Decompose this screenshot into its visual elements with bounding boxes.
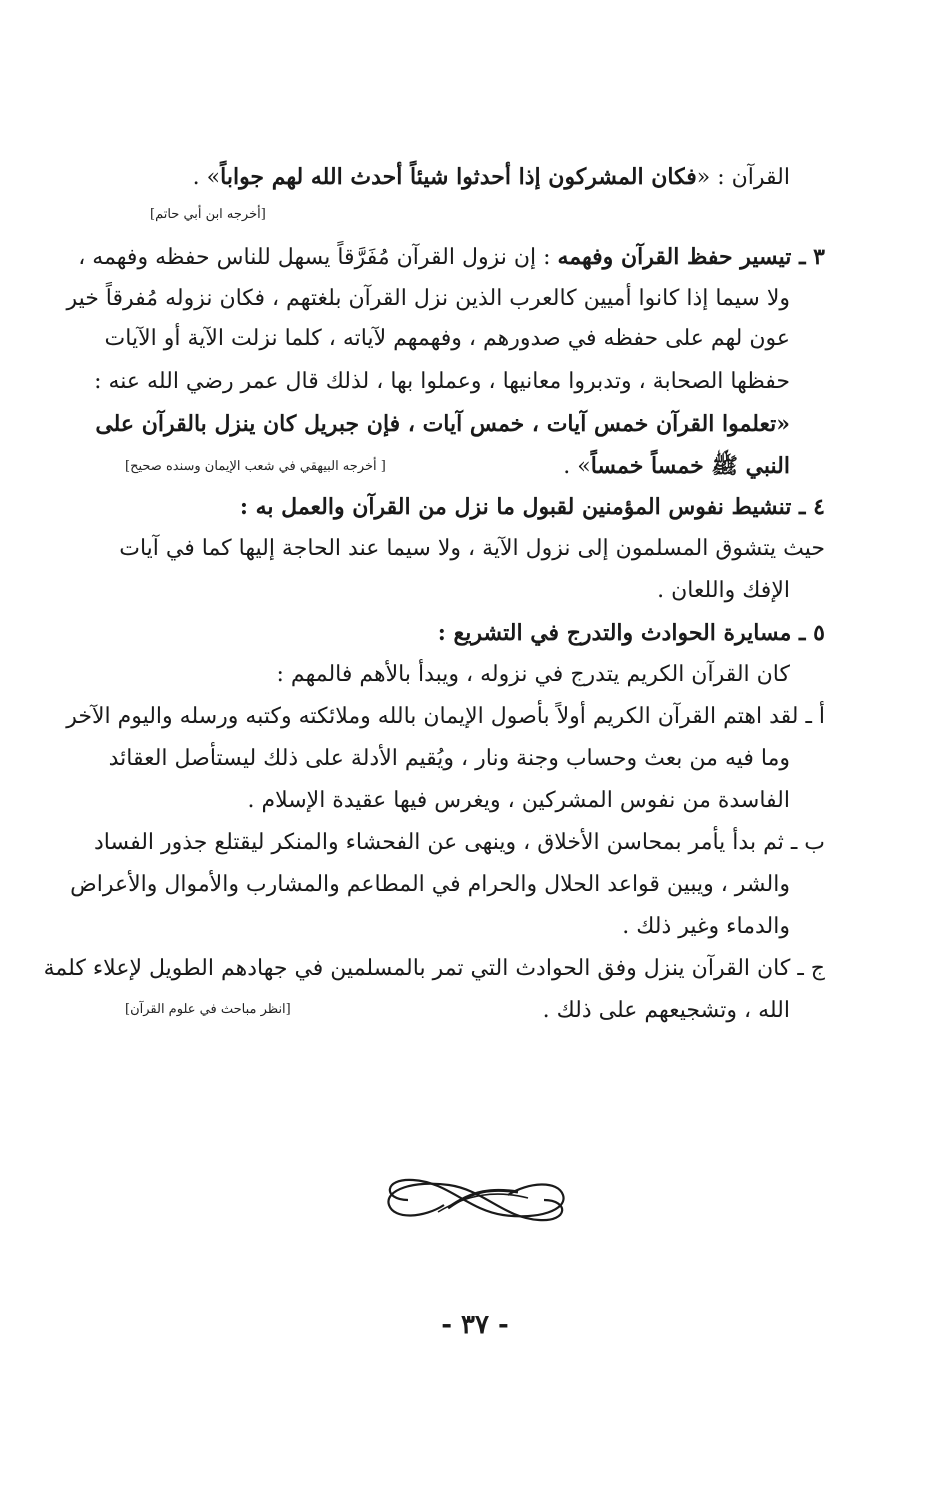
umar-quote: «تعلموا القرآن خمس آيات ، خمس آيات ، فإن جبريل كان ينزل بالقرآن على: [95, 411, 790, 437]
item-c-line-1: ج ـ كان القرآن ينزل وفق الحوادث التي تمر بالمسلمين في جهادهم الطويل لإعلاء كلمة: [43, 956, 825, 981]
quote-intro: القرآن : «: [696, 165, 790, 190]
item-a-line-2: وما فيه من بعث وحساب وجنة ونار ، ويُقيم الأدلة على ذلك ليستأصل العقائد: [108, 746, 790, 771]
section-5-title: [125, 614, 825, 652]
section-4-title: [125, 488, 825, 526]
section-4-line-3: الإفك واللعان .: [657, 578, 790, 603]
umar-quote-end: النبي ﷺ خمساً خمساً: [590, 453, 790, 479]
item-a-line-1: أ ـ لقد اهتم القرآن الكريم أولاً بأصول الإيمان بالله وملائكته وكتبه ورسله واليوم الآخر: [66, 704, 825, 729]
section-3-line-6: [470, 447, 790, 485]
section-3-heading-line: [78, 238, 825, 276]
section-5-title-text: ٥ ـ مسايرة الحوادث والتدرج في التشريع :: [437, 620, 825, 646]
section-3-line-2: ولا سيما إذا كانوا أميين كالعرب الذين نزل القرآن بلغتهم ، فكان نزوله مُفرقاً خير: [66, 286, 790, 311]
reference-1: [أخرجه ابن أبي حاتم]: [150, 207, 266, 222]
item-c-line-2: الله ، وتشجيعهم على ذلك .: [542, 998, 790, 1023]
section-4-title-text: ٤ ـ تنشيط نفوس المؤمنين لقبول ما نزل من القرآن والعمل به :: [239, 494, 825, 520]
reference-3: [انظر مباحث في علوم القرآن]: [125, 1002, 291, 1017]
calligraphic-ornament-icon: [378, 1170, 574, 1230]
item-a-line-3: الفاسدة من نفوس المشركين ، ويغرس فيها عقيدة الإسلام .: [247, 788, 790, 813]
section-3-title: تيسير حفظ القرآن وفهمه: [557, 244, 792, 270]
section-3-line-5: [95, 405, 790, 443]
quote-end: » .: [192, 165, 221, 190]
section-4-line-2: حيث يتشوق المسلمون إلى نزول الآية ، ولا سيما عند الحاجة إليها كما في آيات: [119, 536, 825, 561]
section-3-line-3: عون لهم على حفظه في صدورهم ، وفهمهم لآياته ، كلما نزلت الآية أو الآيات: [104, 326, 790, 351]
item-b-line-2: والشر ، ويبين قواعد الحلال والحرام في المطاعم والمشارب والأموال والأعراض: [70, 872, 790, 897]
section-3-line-4: حفظها الصحابة ، وتدبروا معانيها ، وعملوا بها ، لذلك قال عمر رضي الله عنه :: [94, 369, 790, 394]
reference-2: [ أخرجه البيهقي في شعب الإيمان وسنده صحيح]: [125, 459, 386, 474]
quote-bold: فكان المشركون إذا أحدثوا شيئاً أحدث الله لهم جواباً: [220, 164, 697, 190]
item-b-line-1: ب ـ ثم بدأ يأمر بمحاسن الأخلاق ، وينهى عن الفحشاء والمنكر ليقتلع جذور الفساد: [93, 830, 825, 855]
quote-line-1: [150, 158, 790, 196]
page-number: - ٣٧ -: [441, 1310, 509, 1340]
item-b-line-3: والدماء وغير ذلك .: [622, 914, 790, 939]
section-3-text: : إن نزول القرآن مُفَرَّقاً يسهل للناس حفظه وفهمه ،: [78, 245, 558, 270]
section-3-number: ٣ ـ: [791, 244, 825, 270]
umar-quote-close: » .: [563, 454, 591, 479]
section-5-line-2: كان القرآن الكريم يتدرج في نزوله ، ويبدأ بالأهم فالمهم :: [276, 662, 790, 687]
